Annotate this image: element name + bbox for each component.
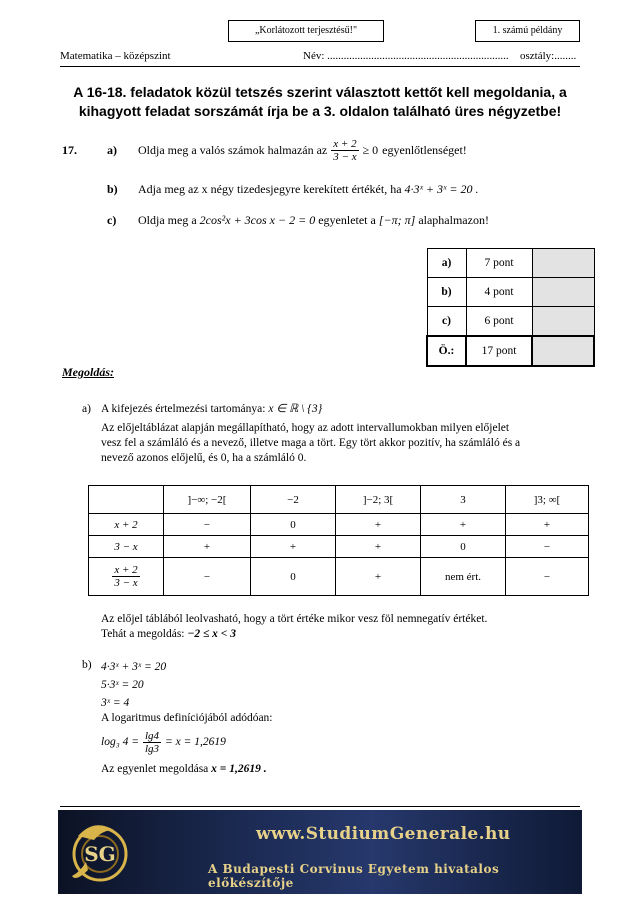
row-fraction xyxy=(112,564,139,589)
sign-cell: − xyxy=(164,514,251,536)
points-row xyxy=(427,249,594,278)
step-line: 3ˣ = 4 xyxy=(101,697,130,709)
sign-cell: nem ért. xyxy=(421,558,506,596)
fraction-denominator: 3 − x xyxy=(114,577,138,589)
sign-cell: − xyxy=(506,536,589,558)
solution-b-text: A logaritmus definíciójából adódóan: xyxy=(101,712,273,724)
points-row xyxy=(427,307,594,337)
footer-url[interactable]: www.StudiumGenerale.hu xyxy=(256,824,511,844)
points-row xyxy=(427,278,594,307)
name-field: Név: .................................................................. xyxy=(303,50,509,62)
fraction-numerator: x + 2 xyxy=(114,564,138,576)
fraction-denominator: 3 − x xyxy=(333,150,357,163)
sign-cell: − xyxy=(164,558,251,596)
points-value: 6 pont xyxy=(466,307,532,337)
sign-cell: + xyxy=(164,536,251,558)
sign-row-label: x + 2 xyxy=(89,514,164,536)
log-fraction xyxy=(143,730,161,755)
part-c-equation: 2cos²x + 3cos x − 2 = 0 xyxy=(199,213,316,227)
score-cell xyxy=(532,278,594,307)
log-result: = x = 1,2619 xyxy=(165,735,226,748)
points-label: a) xyxy=(427,249,466,278)
paragraph-line: vesz fel a számláló és a nevező, illetve maga a tört. Egy tört akkor pozitív, ha számláló és a xyxy=(101,437,521,449)
sign-table-header xyxy=(89,486,589,514)
points-total-label: Ö.: xyxy=(427,336,466,366)
interval-header: −2 xyxy=(251,486,336,514)
part-b-text: Adja meg az x négy tizedesjegyre kerekített értékét, ha xyxy=(138,182,402,196)
score-cell xyxy=(532,307,594,337)
restricted-box xyxy=(228,20,384,42)
sign-cell: 0 xyxy=(251,514,336,536)
answer-text: Tehát a megoldás: xyxy=(101,628,185,640)
final-answer: x = 1,2619 . xyxy=(211,763,267,775)
instruction-line-2: kihagyott feladat sorszámát írja be a 3. oldalon található üres négyzetbe! xyxy=(78,103,562,119)
paragraph-line: nevező azonos előjelű, és 0, ha a számláló 0. xyxy=(101,452,307,464)
fraction-denominator: lg3 xyxy=(144,742,160,755)
part-a-fraction xyxy=(331,138,358,163)
fraction-numerator: lg4 xyxy=(144,729,160,742)
solution-b-steps xyxy=(101,658,166,712)
problem-number: 17. xyxy=(62,143,77,157)
footer-divider xyxy=(60,806,580,807)
solution-b-label: b) xyxy=(82,659,92,671)
score-total-cell xyxy=(532,336,594,366)
step-line: 4·3ˣ + 3ˣ = 20 xyxy=(101,661,167,673)
sign-row-label xyxy=(89,558,164,596)
part-c-text-mid: egyenletet a xyxy=(318,213,376,227)
points-value: 7 pont xyxy=(466,249,532,278)
sign-cell: + xyxy=(506,514,589,536)
part-c-label: c) xyxy=(107,213,117,227)
sign-cell: + xyxy=(336,514,421,536)
instruction xyxy=(60,83,580,121)
log-expression: log₃ 4 = xyxy=(101,735,139,748)
header-divider xyxy=(60,66,580,67)
part-c-text-end: alaphalmazon! xyxy=(418,213,489,227)
points-total-row xyxy=(427,336,594,366)
class-field: osztály:........ xyxy=(520,50,577,62)
part-a-text: Oldja meg a valós számok halmazán az xyxy=(138,142,328,157)
part-a-label: a) xyxy=(107,143,117,157)
sign-cell: 0 xyxy=(421,536,506,558)
sign-cell: + xyxy=(336,536,421,558)
sign-row xyxy=(89,536,589,558)
footer-tagline: A Budapesti Corvinus Egyetem hivatalos előkészítője xyxy=(208,862,500,890)
step-line: 5·3ˣ = 20 xyxy=(101,679,144,691)
domain-math: x ∈ ℝ \ {3} xyxy=(268,403,323,415)
conclusion-line: Az előjel táblából leolvasható, hogy a tört értéke mikor vesz föl nemnegatív értéket. xyxy=(101,613,488,625)
solution-a-conclusion xyxy=(101,612,591,642)
sign-table xyxy=(88,485,589,596)
part-c-text: Oldja meg a xyxy=(138,213,197,227)
part-c-question xyxy=(138,213,489,228)
restricted-label: „Korlátozott terjesztésű!" xyxy=(254,25,358,36)
points-label: c) xyxy=(427,307,466,337)
sign-row xyxy=(89,558,589,596)
sign-cell: + xyxy=(421,514,506,536)
sign-cell: + xyxy=(251,536,336,558)
part-a-question xyxy=(138,134,467,166)
sign-table-corner xyxy=(89,486,164,514)
points-total-value: 17 pont xyxy=(466,336,532,366)
solution-a-domain xyxy=(101,402,322,417)
answer-math: −2 ≤ x < 3 xyxy=(187,628,236,640)
part-b-equation: 4·3ˣ + 3ˣ = 20 . xyxy=(404,182,479,196)
paragraph-line: Az előjeltáblázat alapján megállapítható, hogy az adott intervallumokban milyen előjelet xyxy=(101,422,510,434)
points-value: 4 pont xyxy=(466,278,532,307)
copy-box xyxy=(475,20,580,42)
score-cell xyxy=(532,249,594,278)
sign-row-label: 3 − x xyxy=(89,536,164,558)
interval-header: ]3; ∞[ xyxy=(506,486,589,514)
final-text: Az egyenlet megoldása xyxy=(101,763,209,775)
conclusion-answer-line xyxy=(101,627,591,642)
sign-cell: + xyxy=(336,558,421,596)
interval-header: ]−∞; −2[ xyxy=(164,486,251,514)
part-a-text-end: egyenlőtlenséget! xyxy=(382,142,467,157)
sg-logo xyxy=(64,816,136,888)
part-c-interval: [−π; π] xyxy=(378,213,416,227)
sign-cell: 0 xyxy=(251,558,336,596)
footer-banner xyxy=(58,810,582,894)
points-table xyxy=(426,248,595,367)
solution-b-final xyxy=(101,762,267,777)
points-label: b) xyxy=(427,278,466,307)
part-b-question xyxy=(138,182,479,197)
sign-row xyxy=(89,514,589,536)
domain-text: A kifejezés értelmezési tartománya: xyxy=(101,403,266,415)
interval-header: 3 xyxy=(421,486,506,514)
solution-a-label: a) xyxy=(82,403,91,415)
interval-header: ]−2; 3[ xyxy=(336,486,421,514)
instruction-line-1: A 16-18. feladatok közül tetszés szerint választott kettőt kell megoldania, a xyxy=(73,84,567,100)
logo-text: SG xyxy=(84,842,116,866)
part-b-label: b) xyxy=(107,182,118,196)
sign-cell: − xyxy=(506,558,589,596)
solution-a-paragraph xyxy=(101,421,591,466)
fraction-numerator: x + 2 xyxy=(333,137,357,150)
solution-heading: Megoldás: xyxy=(62,365,114,379)
solution-b-log xyxy=(101,726,226,758)
subject-label: Matematika – középszint xyxy=(60,50,171,62)
part-a-relation: ≥ 0 xyxy=(362,142,379,157)
copy-label: 1. számú példány xyxy=(492,25,563,36)
